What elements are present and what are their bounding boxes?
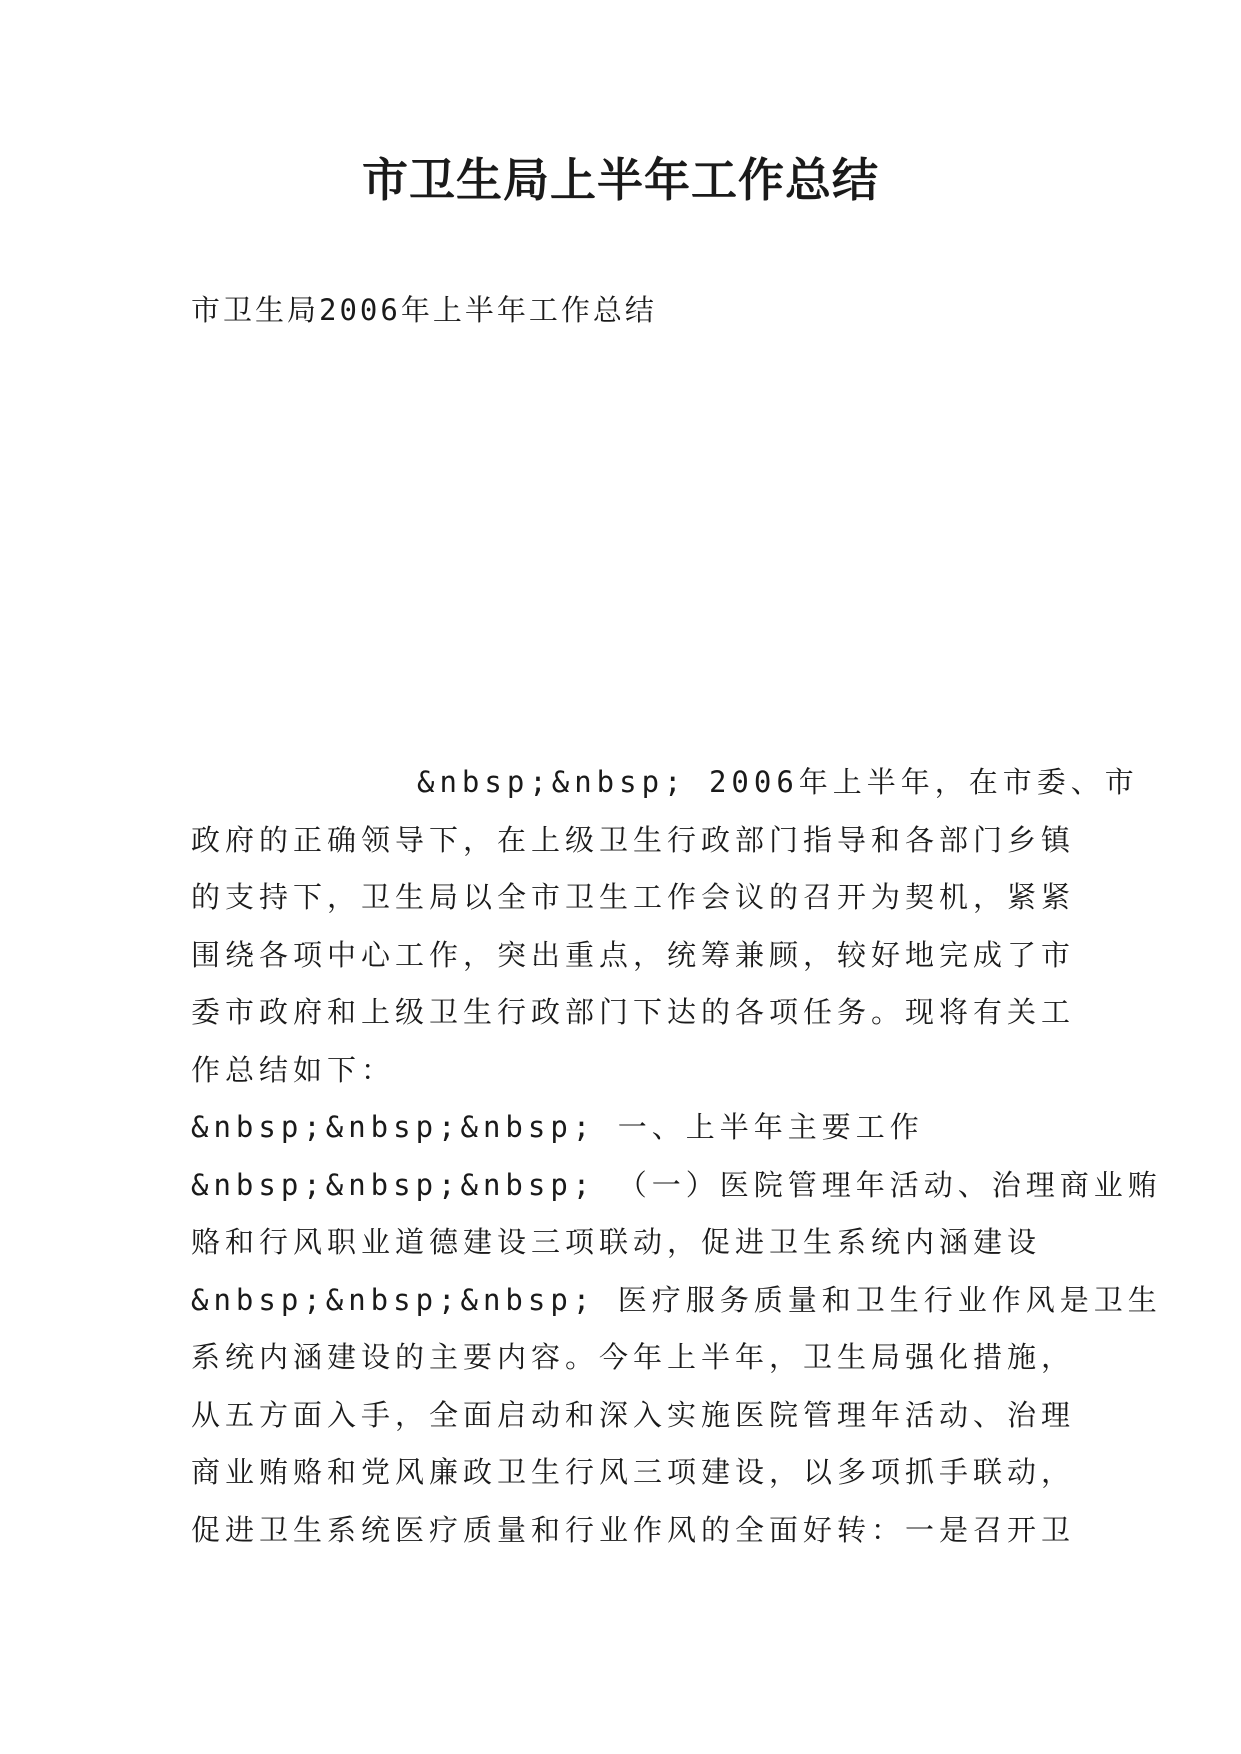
body-line: 系统内涵建设的主要内容。今年上半年，卫生局强化措施， bbox=[191, 1340, 1076, 1374]
body-line: 作总结如下： bbox=[191, 1052, 396, 1087]
section-heading: &nbsp;&nbsp;&nbsp; 一、上半年主要工作 bbox=[191, 1110, 924, 1144]
document-subtitle: 市卫生局2006年上半年工作总结 bbox=[191, 293, 657, 327]
document-title: 市卫生局上半年工作总结 bbox=[362, 153, 879, 207]
body-paragraphs bbox=[191, 754, 1162, 1559]
body-line: 委市政府和上级卫生行政部门下达的各项任务。现将有关工 bbox=[191, 995, 1076, 1029]
body-line: 的支持下，卫生局以全市卫生工作会议的召开为契机，紧紧 bbox=[191, 880, 1076, 914]
body-line: 围绕各项中心工作，突出重点，统筹兼顾，较好地完成了市 bbox=[191, 937, 1076, 972]
body-line: &nbsp;&nbsp; 2006年上半年，在市委、市 bbox=[417, 765, 1139, 799]
body-line: 从五方面入手，全面启动和深入实施医院管理年活动、治理 bbox=[191, 1397, 1076, 1432]
subsection-heading-continued: 赂和行风职业道德建设三项联动，促进卫生系统内涵建设 bbox=[191, 1225, 1042, 1259]
body-line: 商业贿赂和党风廉政卫生行风三项建设，以多项抓手联动， bbox=[191, 1455, 1076, 1489]
body-line: &nbsp;&nbsp;&nbsp; 医疗服务质量和卫生行业作风是卫生 bbox=[191, 1282, 1162, 1317]
body-line: 促进卫生系统医疗质量和行业作风的全面好转：一是召开卫 bbox=[191, 1512, 1076, 1547]
body-line: 政府的正确领导下，在上级卫生行政部门指导和各部门乡镇 bbox=[191, 822, 1076, 857]
subsection-heading: &nbsp;&nbsp;&nbsp; （一）医院管理年活动、治理商业贿 bbox=[191, 1167, 1162, 1202]
